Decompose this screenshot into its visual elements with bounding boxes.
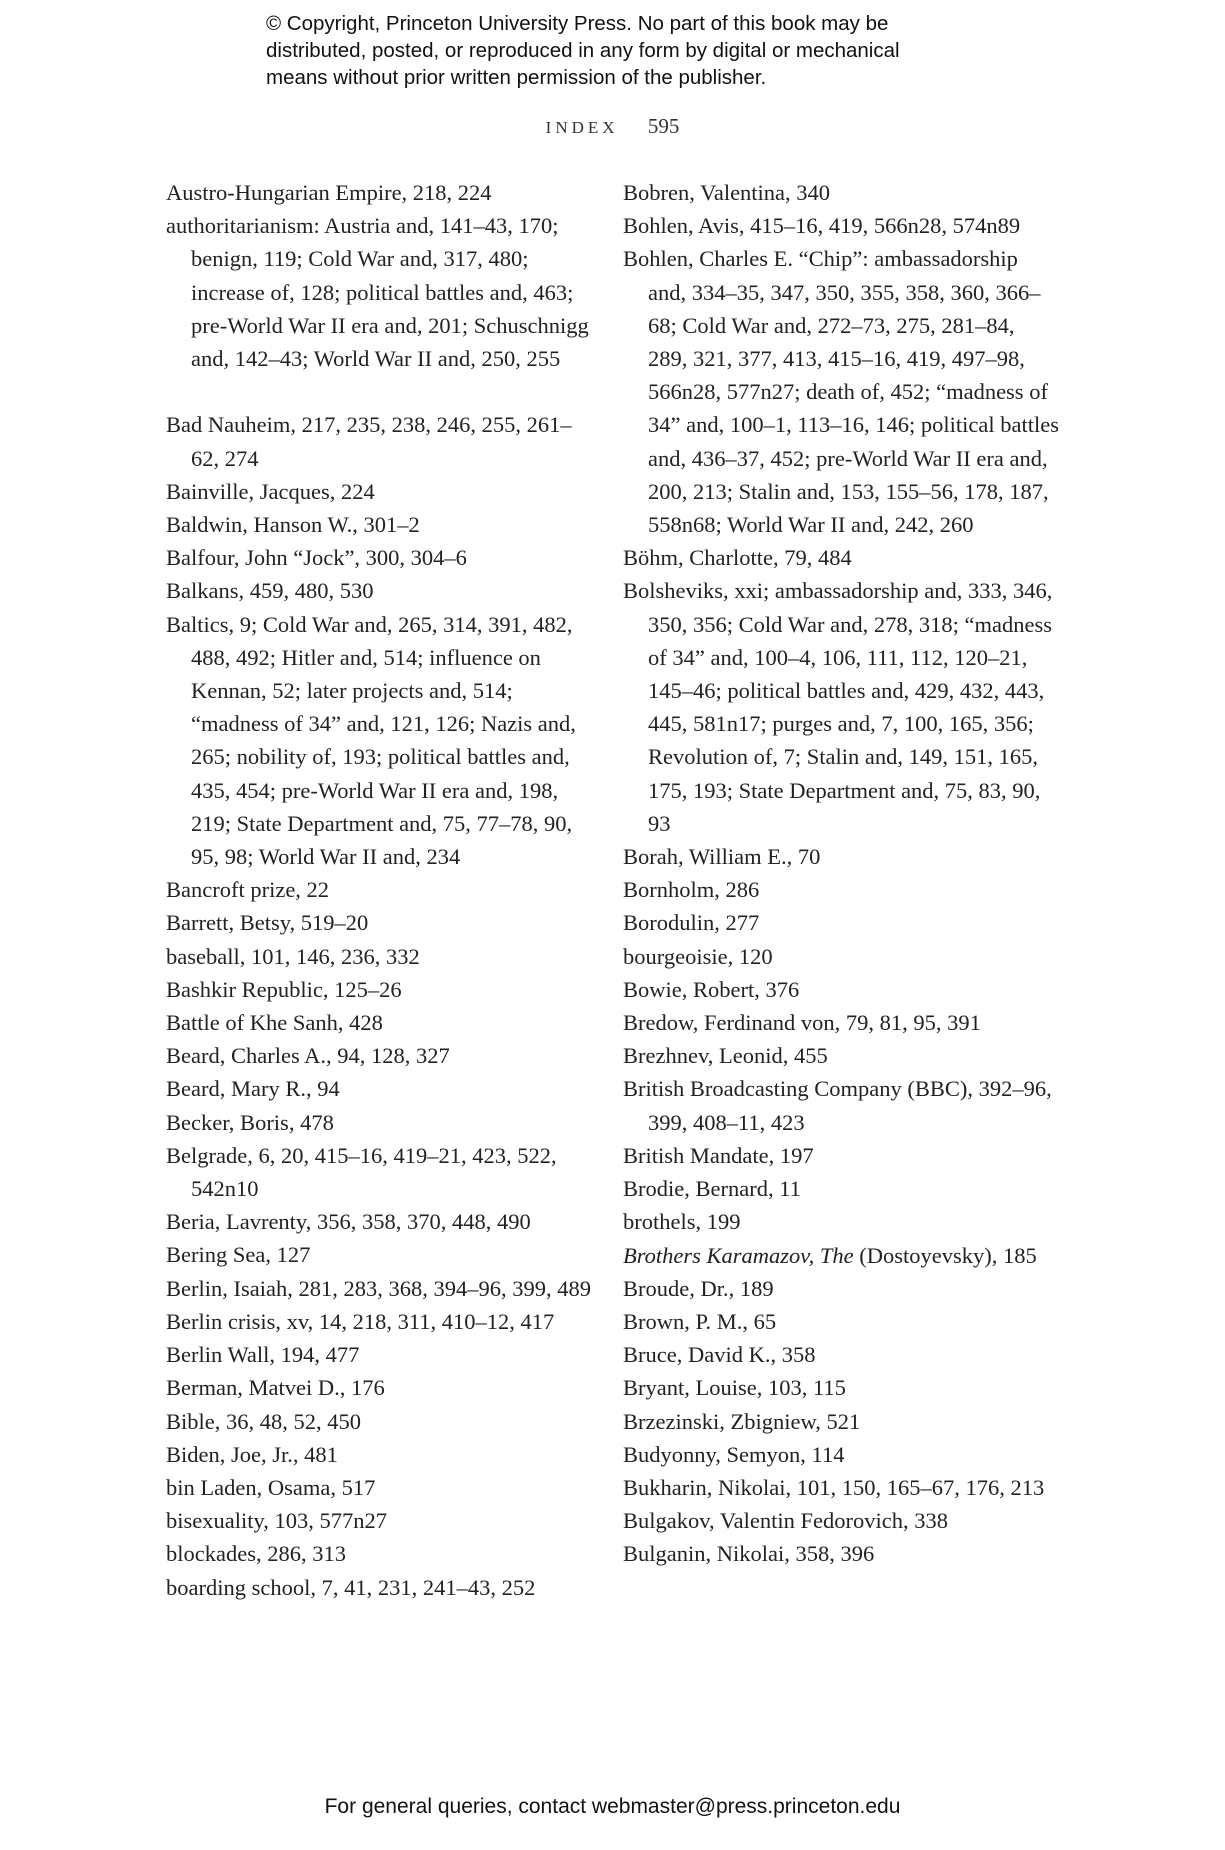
index-entry: Bohlen, Avis, 415–16, 419, 566n28, 574n89 — [623, 213, 1021, 239]
index-entry: Bowie, Robert, 376 — [623, 976, 800, 1002]
index-entry: Beria, Lavrenty, 356, 358, 370, 448, 490 — [166, 1209, 531, 1235]
index-entry: Bukharin, Nikolai, 101, 150, 165–67, 176, 213 — [623, 1474, 1045, 1500]
index-entry: brothels, 199 — [623, 1209, 741, 1235]
running-head-label: INDEX — [545, 118, 619, 137]
index-entry: Barrett, Betsy, 519–20 — [166, 910, 369, 936]
index-entry: authoritarianism: Austria and, 141–43, 170; benign, 119; Cold War and, 317, 480; increase of, 128; political battles and, 463; pre-World War II era and, 201; Schuschnigg and, 142–43; World War II and, 250, 255 — [166, 213, 589, 372]
index-entry: Bryant, Louise, 103, 115 — [623, 1375, 846, 1401]
index-entry: Borah, William E., 70 — [623, 844, 821, 870]
index-entry: Bainville, Jacques, 224 — [166, 478, 375, 504]
index-entry: Battle of Khe Sanh, 428 — [166, 1010, 383, 1036]
index-entry: Bobren, Valentina, 340 — [623, 180, 831, 205]
index-entry: Brown, P. M., 65 — [623, 1308, 777, 1334]
index-entry: Bohlen, Charles E. “Chip”: ambassadorship and, 334–35, 347, 350, 355, 358, 360, 366–68; Cold War and, 272–73, 275, 281–84, 289, 321, 377, 413, 415–16, 419, 497–98, 566n28, 577n27; death of, 452; “madness of 34” and, 100–1, 113–16, 146; political battles and, 436–37, 452; pre-World War II era and, 200, 213; Stalin and, 153, 155–56, 178, 187, 558n68; World War II and, 242, 260 — [623, 246, 1059, 538]
index-entry: Balkans, 459, 480, 530 — [166, 578, 374, 604]
index-entry: Baldwin, Hanson W., 301–2 — [166, 512, 420, 538]
index-entry: Berlin, Isaiah, 281, 283, 368, 394–96, 399, 489 — [166, 1275, 591, 1301]
index-entry — [623, 1239, 1059, 1272]
index-entry: Bulganin, Nikolai, 358, 396 — [623, 1541, 875, 1567]
index-entry: British Mandate, 197 — [623, 1142, 814, 1168]
index-entry: blockades, 286, 313 — [166, 1541, 346, 1567]
index-entry: bin Laden, Osama, 517 — [166, 1474, 376, 1500]
index-entry-title: Brothers Karamazov, The — [623, 1242, 854, 1268]
index-entry: Bulgakov, Valentin Fedorovich, 338 — [623, 1508, 948, 1534]
index-entry: Belgrade, 6, 20, 415–16, 419–21, 423, 522, 542n10 — [166, 1142, 557, 1202]
index-entry: Broude, Dr., 189 — [623, 1275, 774, 1301]
index-column-left — [166, 176, 596, 1604]
index-entry: Brezhnev, Leonid, 455 — [623, 1043, 828, 1069]
index-entry-text: (Dostoyevsky), 185 — [853, 1242, 1037, 1268]
index-entry: Berman, Matvei D., 176 — [166, 1375, 385, 1401]
index-entry: Biden, Joe, Jr., 481 — [166, 1441, 338, 1467]
index-entry: Bredow, Ferdinand von, 79, 81, 95, 391 — [623, 1010, 981, 1036]
index-entry: Bible, 36, 48, 52, 450 — [166, 1408, 361, 1434]
index-entry: Beard, Charles A., 94, 128, 327 — [166, 1043, 450, 1069]
index-entry: British Broadcasting Company (BBC), 392–96, 399, 408–11, 423 — [623, 1076, 1052, 1135]
copyright-line: distributed, posted, or reproduced in any form by digital or mechanical — [266, 39, 900, 62]
index-entry: Brzezinski, Zbigniew, 521 — [623, 1408, 861, 1434]
index-entry: Bashkir Republic, 125–26 — [166, 976, 402, 1002]
index-entry: Baltics, 9; Cold War and, 265, 314, 391, 482, 488, 492; Hitler and, 514; influence on Kennan, 52; later projects and, 514; “madness of 34” and, 121, 126; Nazis and, 265; nobility of, 193; political battles and, 435, 454; pre-World War II era and, 198, 219; State Department and, 75, 77–78, 90, 95, 98; World War II and, 234 — [166, 611, 576, 870]
index-entry: Becker, Boris, 478 — [166, 1109, 334, 1135]
index-entry: Brodie, Bernard, 11 — [623, 1176, 801, 1202]
index-entry: boarding school, 7, 41, 231, 241–43, 252 — [166, 1574, 536, 1600]
index-entry: Böhm, Charlotte, 79, 484 — [623, 545, 852, 571]
index-entry: Bering Sea, 127 — [166, 1242, 311, 1268]
index-entry: bourgeoisie, 120 — [623, 943, 773, 969]
index-entry: Budyonny, Semyon, 114 — [623, 1441, 845, 1467]
index-entry: baseball, 101, 146, 236, 332 — [166, 943, 420, 969]
page-number: 595 — [647, 114, 680, 138]
copyright-line: © Copyright, Princeton University Press. No part of this book may be — [266, 12, 889, 35]
index-entry: Bad Nauheim, 217, 235, 238, 246, 255, 261–62, 274 — [166, 412, 572, 471]
copyright-line: means without prior written permission of the publisher. — [266, 66, 767, 89]
index-entry: Bancroft prize, 22 — [166, 877, 330, 903]
index-entry: Berlin Wall, 194, 477 — [166, 1342, 360, 1368]
index-entry: Austro-Hungarian Empire, 218, 224 — [166, 180, 492, 205]
index-entry: Berlin crisis, xv, 14, 218, 311, 410–12, 417 — [166, 1308, 555, 1334]
index-entry: Beard, Mary R., 94 — [166, 1076, 340, 1102]
index-entry: Balfour, John “Jock”, 300, 304–6 — [166, 545, 467, 571]
index-entry: bisexuality, 103, 577n27 — [166, 1508, 388, 1534]
running-head — [0, 114, 1225, 139]
index-entry: Bornholm, 286 — [623, 877, 760, 903]
footer-contact: For general queries, contact webmaster@press.princeton.edu — [324, 1795, 901, 1818]
index-entry: Bruce, David K., 358 — [623, 1342, 816, 1368]
index-column-right — [623, 176, 1059, 1571]
copyright-notice — [266, 10, 986, 91]
index-entry: Borodulin, 277 — [623, 910, 760, 936]
index-entry: Bolsheviks, xxi; ambassadorship and, 333, 346, 350, 356; Cold War and, 278, 318; “madness of 34” and, 100–4, 106, 111, 112, 120–21, 145–46; political battles and, 429, 432, 443, 445, 581n17; purges and, 7, 100, 165, 356; Revolution of, 7; Stalin and, 149, 151, 165, 175, 193; State Department and, 75, 83, 90, 93 — [623, 578, 1053, 836]
